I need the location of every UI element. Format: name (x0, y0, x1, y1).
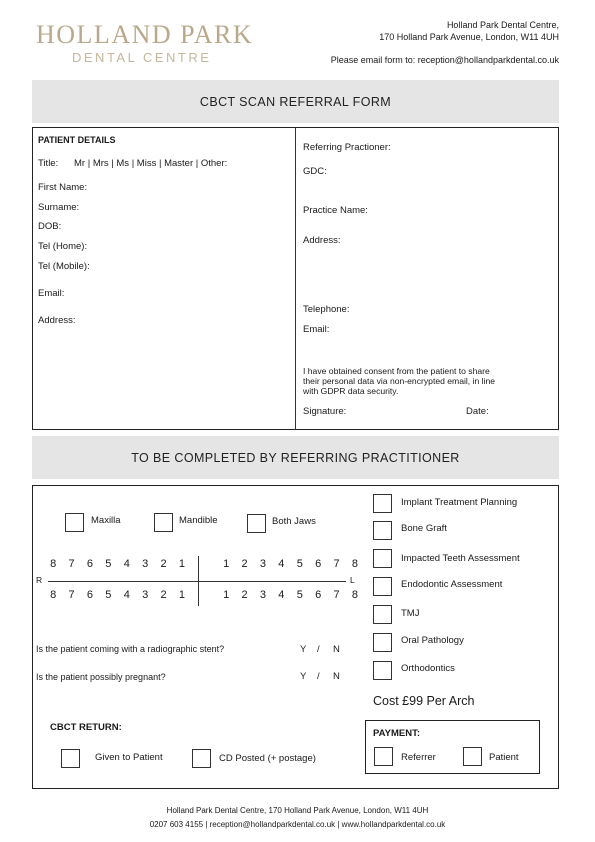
maxilla-label: Maxilla (91, 515, 121, 526)
telephone-field[interactable]: Telephone: (303, 304, 350, 315)
tooth-ur-3[interactable]: 3 (142, 558, 149, 570)
upper-right-teeth[interactable] (44, 558, 191, 570)
form-title-banner (32, 80, 559, 123)
practice-name-field[interactable]: Practice Name: (303, 205, 368, 216)
practice-email-field[interactable]: Email: (303, 324, 330, 335)
consent-line-2: their personal data via non-encrypted email, in line (303, 376, 496, 386)
payment-patient-label: Patient (489, 752, 519, 763)
given-to-patient-label: Given to Patient (95, 752, 163, 763)
patient-details-heading: PATIENT DETAILS (38, 135, 116, 145)
tooth-ll-2[interactable]: 2 (241, 589, 248, 601)
tooth-ll-6[interactable]: 6 (315, 589, 322, 601)
tooth-ll-1[interactable]: 1 (223, 589, 230, 601)
implant-checkbox[interactable] (373, 494, 392, 513)
dob-field[interactable]: DOB: (38, 221, 62, 232)
consent-line-1: I have obtained consent from the patient to share (303, 366, 490, 376)
stent-slash: / (317, 644, 320, 655)
payment-referrer-label: Referrer (401, 752, 436, 763)
tooth-ul-7[interactable]: 7 (333, 558, 340, 570)
cbct-return-heading: CBCT RETURN: (50, 722, 122, 733)
bone-graft-checkbox[interactable] (373, 521, 392, 540)
tooth-lr-2[interactable]: 2 (160, 589, 167, 601)
tooth-lr-3[interactable]: 3 (142, 589, 149, 601)
email-note: Please email form to: reception@hollandparkdental.co.uk (330, 55, 559, 65)
tooth-ur-4[interactable]: 4 (123, 558, 130, 570)
practice-address-field[interactable]: Address: (303, 235, 341, 246)
footer-address: Holland Park Dental Centre, 170 Holland Park Avenue, London, W11 4UH (166, 806, 429, 815)
patient-address-field[interactable]: Address: (38, 315, 76, 326)
consent-line-3: with GDPR data security. (303, 386, 399, 396)
endodontic-checkbox[interactable] (373, 577, 392, 596)
tooth-chart-horizontal-line (48, 581, 346, 582)
referring-practitioner-field[interactable]: Referring Practioner: (303, 142, 391, 153)
stent-yes-option[interactable]: Y (300, 644, 307, 655)
oral-pathology-label: Oral Pathology (401, 635, 464, 646)
both-jaws-label: Both Jaws (272, 516, 316, 527)
tooth-ul-4[interactable]: 4 (278, 558, 285, 570)
address-line-2: 170 Holland Park Avenue, London, W11 4UH (379, 32, 559, 42)
tooth-ll-7[interactable]: 7 (333, 589, 340, 601)
cd-posted-checkbox[interactable] (192, 749, 211, 768)
tooth-ul-2[interactable]: 2 (241, 558, 248, 570)
tooth-ur-7[interactable]: 7 (68, 558, 75, 570)
tooth-ll-3[interactable]: 3 (259, 589, 267, 601)
tel-mobile-field[interactable]: Tel (Mobile): (38, 261, 90, 272)
tooth-ur-6[interactable]: 6 (86, 558, 94, 570)
tooth-ul-3[interactable]: 3 (259, 558, 267, 570)
pregnant-yes-option[interactable]: Y (300, 671, 307, 682)
tooth-lr-4[interactable]: 4 (123, 589, 130, 601)
payment-heading: PAYMENT: (373, 728, 420, 739)
oral-pathology-checkbox[interactable] (373, 633, 392, 652)
tooth-ul-1[interactable]: 1 (223, 558, 230, 570)
logo-sub: DENTAL CENTRE (72, 50, 212, 65)
given-to-patient-checkbox[interactable] (61, 749, 80, 768)
signature-field[interactable]: Signature: (303, 406, 347, 417)
stent-question: Is the patient coming with a radiographic stent? (36, 644, 225, 654)
tmj-label: TMJ (401, 608, 420, 619)
endodontic-label: Endodontic Assessment (401, 579, 503, 590)
tmj-checkbox[interactable] (373, 605, 392, 624)
stent-no-option[interactable]: N (333, 644, 340, 655)
tooth-ul-8[interactable]: 8 (351, 558, 358, 570)
tooth-ur-1[interactable]: 1 (178, 558, 185, 570)
footer-contact: 0207 603 4155 | reception@hollandparkdental.co.uk | www.hollandparkdental.co.uk (149, 820, 446, 829)
tooth-ur-5[interactable]: 5 (105, 558, 112, 570)
impacted-teeth-label: Impacted Teeth Assessment (401, 553, 520, 564)
tooth-lr-8[interactable]: 8 (50, 589, 57, 601)
tel-home-field[interactable]: Tel (Home): (38, 241, 88, 252)
pregnant-slash: / (317, 671, 320, 682)
title-label: Title: (38, 158, 59, 169)
upper-left-teeth[interactable] (217, 558, 364, 570)
tooth-lr-7[interactable]: 7 (68, 589, 75, 601)
orthodontics-checkbox[interactable] (373, 661, 392, 680)
details-divider (295, 128, 296, 429)
title-options[interactable]: Mr | Mrs | Ms | Miss | Master | Other: (74, 158, 228, 169)
patient-email-field[interactable]: Email: (38, 288, 65, 299)
right-side-label: R (36, 575, 43, 585)
tooth-ul-6[interactable]: 6 (315, 558, 322, 570)
maxilla-checkbox[interactable] (65, 513, 84, 532)
cost-label: Cost £99 Per Arch (373, 694, 475, 708)
payment-patient-checkbox[interactable] (463, 747, 482, 766)
surname-field[interactable]: Surname: (38, 202, 80, 213)
cd-posted-label: CD Posted (+ postage) (219, 753, 316, 764)
tooth-ll-8[interactable]: 8 (351, 589, 358, 601)
mandible-label: Mandible (179, 515, 218, 526)
practitioner-section-title: TO BE COMPLETED BY REFERRING PRACTITIONER (131, 450, 460, 465)
tooth-ur-8[interactable]: 8 (50, 558, 57, 570)
bone-graft-label: Bone Graft (401, 523, 447, 534)
tooth-lr-6[interactable]: 6 (86, 589, 94, 601)
both-jaws-checkbox[interactable] (247, 514, 266, 533)
practitioner-section-banner (32, 436, 559, 479)
impacted-teeth-checkbox[interactable] (373, 549, 392, 568)
lower-left-teeth[interactable] (217, 589, 364, 601)
mandible-checkbox[interactable] (154, 513, 173, 532)
orthodontics-label: Orthodontics (401, 663, 455, 674)
logo-main: HOLLAND PARK (36, 20, 254, 49)
tooth-ll-5[interactable]: 5 (296, 589, 303, 601)
date-field[interactable]: Date: (466, 406, 489, 417)
gdc-field[interactable]: GDC: (303, 166, 327, 177)
first-name-field[interactable]: First Name: (38, 182, 88, 193)
lower-right-teeth[interactable] (44, 589, 191, 601)
tooth-ul-5[interactable]: 5 (296, 558, 303, 570)
form-title: CBCT SCAN REFERRAL FORM (199, 94, 392, 109)
tooth-lr-5[interactable]: 5 (105, 589, 112, 601)
tooth-chart-vertical-line (198, 556, 199, 606)
pregnant-question: Is the patient possibly pregnant? (36, 672, 166, 682)
tooth-ur-2[interactable]: 2 (160, 558, 167, 570)
address-line-1: Holland Park Dental Centre, (446, 20, 559, 30)
tooth-lr-1[interactable]: 1 (178, 589, 185, 601)
payment-referrer-checkbox[interactable] (374, 747, 393, 766)
implant-label: Implant Treatment Planning (401, 497, 518, 508)
pregnant-no-option[interactable]: N (333, 671, 340, 682)
tooth-ll-4[interactable]: 4 (278, 589, 285, 601)
left-side-label: L (350, 575, 355, 585)
